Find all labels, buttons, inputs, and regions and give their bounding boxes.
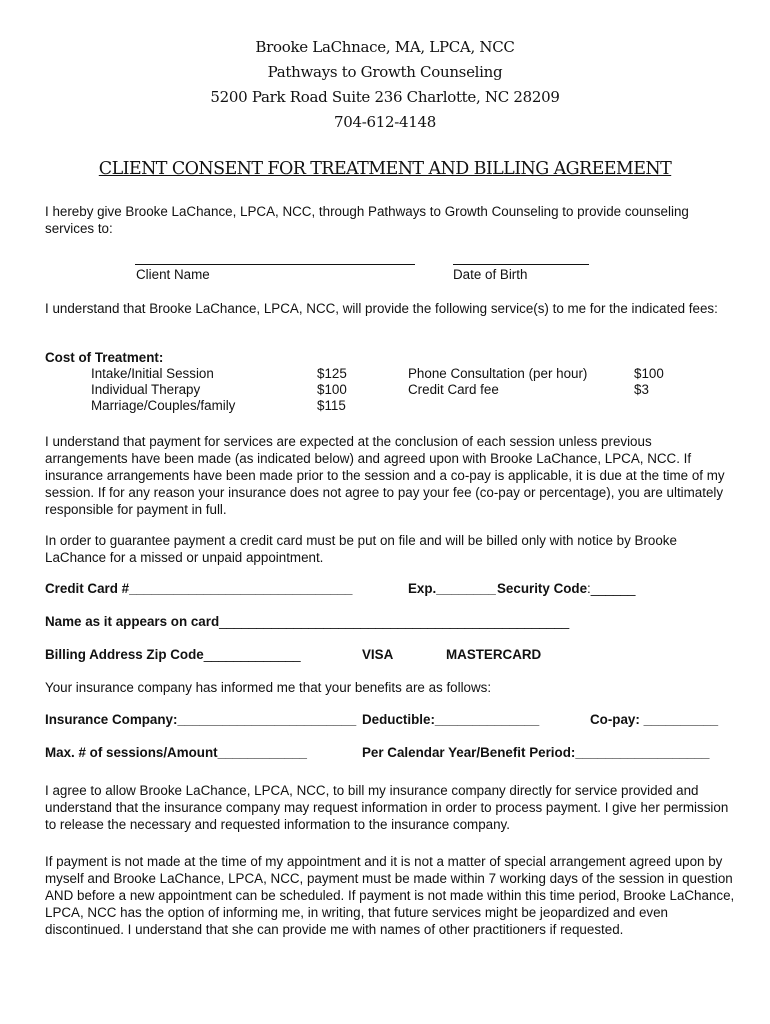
name-on-card-label: Name as it appears on card bbox=[45, 614, 220, 629]
deductible-blank: ______________ bbox=[434, 712, 540, 727]
practice-address: 5200 Park Road Suite 236 Charlotte, NC 28209 bbox=[210, 88, 560, 106]
service-price: $125 bbox=[317, 366, 347, 381]
provider-name: Brooke LaChnace, MA, LPCA, NCC bbox=[255, 38, 515, 56]
services-paragraph: I understand that Brooke LaChance, LPCA, NCC, will provide the following service(s) to me for the indicated fees: bbox=[45, 301, 718, 316]
max-sessions-field[interactable] bbox=[45, 745, 307, 760]
copay-blank: __________ bbox=[639, 712, 719, 727]
benefit-period-label: Per Calendar Year/Benefit Period: bbox=[362, 745, 576, 760]
security-code-blank: :______ bbox=[587, 581, 636, 596]
document-title: CLIENT CONSENT FOR TREATMENT AND BILLING AGREEMENT bbox=[98, 159, 672, 179]
security-code-label: Security Code bbox=[497, 581, 588, 596]
mastercard-option[interactable]: MASTERCARD bbox=[446, 647, 542, 662]
security-code-field[interactable] bbox=[497, 581, 635, 596]
benefit-period-field[interactable] bbox=[362, 745, 709, 760]
service-price: $100 bbox=[634, 366, 664, 381]
copay-label: Co-pay: bbox=[590, 712, 640, 727]
expiration-field[interactable]: Exp.________ bbox=[408, 581, 496, 596]
visa-option[interactable]: VISA bbox=[362, 647, 394, 662]
billing-zip-blank: _____________ bbox=[203, 647, 301, 662]
intro-paragraph: I hereby give Brooke LaChance, LPCA, NCC, through Pathways to Growth Counseling to provide counseling services to: bbox=[45, 204, 689, 236]
billing-zip-label: Billing Address Zip Code bbox=[45, 647, 204, 662]
nonpayment-paragraph: If payment is not made at the time of my appointment and it is not a matter of special arrangement agreed upon by myself and Brooke LaChance, LPCA, NCC, payment must be made within 7 working days of the session in question AND before a new appointment can be scheduled. If payment is not made within this time period, Brooke LaChance, LPCA, NCC has the option of informing me, in writing, that future services might be jeopardized and even discontinued. I understand that she can provide me with names of other practitioners if requested. bbox=[45, 854, 735, 937]
service-label: Credit Card fee bbox=[408, 382, 499, 397]
practice-phone: 704-612-4148 bbox=[334, 113, 436, 131]
client-name-label: Client Name bbox=[136, 267, 210, 282]
copay-field[interactable] bbox=[590, 712, 718, 727]
cost-heading: Cost of Treatment: bbox=[45, 350, 164, 365]
service-price: $3 bbox=[634, 382, 649, 397]
service-price: $100 bbox=[317, 382, 347, 397]
deductible-field[interactable] bbox=[362, 712, 539, 727]
date-of-birth-label: Date of Birth bbox=[453, 267, 528, 282]
max-sessions-blank: ____________ bbox=[217, 745, 308, 760]
service-label: Individual Therapy bbox=[91, 382, 201, 397]
service-label: Marriage/Couples/family bbox=[91, 398, 236, 413]
service-label: Phone Consultation (per hour) bbox=[408, 366, 588, 381]
insurance-company-label: Insurance Company: bbox=[45, 712, 178, 727]
benefit-period-blank: __________________ bbox=[575, 745, 710, 760]
name-on-card-field[interactable] bbox=[45, 614, 569, 629]
billing-zip-field[interactable] bbox=[45, 647, 301, 662]
client-name-field[interactable] bbox=[135, 264, 415, 265]
insurance-intro: Your insurance company has informed me that your benefits are as follows: bbox=[45, 680, 492, 695]
date-of-birth-field[interactable] bbox=[453, 264, 589, 265]
max-sessions-label: Max. # of sessions/Amount bbox=[45, 745, 218, 760]
service-label: Intake/Initial Session bbox=[91, 366, 214, 381]
insurance-company-blank: ________________________ bbox=[177, 712, 357, 727]
service-price: $115 bbox=[317, 398, 346, 413]
credit-card-paragraph: In order to guarantee payment a credit card must be put on file and will be billed only with notice by Brooke LaChance for a missed or unpaid appointment. bbox=[45, 533, 677, 565]
payment-paragraph: I understand that payment for services are expected at the conclusion of each session unless previous arrangements have been made (as indicated below) and agreed upon with Brooke LaChance, LPCA, NCC. If insurance arrangements have been made prior to the session and a co-pay is applicable, it is due at the time of my session. If for any reason your insurance does not agree to pay your fee (co-pay or percentage), you are ultimately responsible for payment in full. bbox=[45, 434, 725, 517]
deductible-label: Deductible: bbox=[362, 712, 435, 727]
credit-card-number-field[interactable]: Credit Card #______________________________ bbox=[45, 581, 353, 596]
practice-name: Pathways to Growth Counseling bbox=[267, 63, 503, 81]
insurance-billing-paragraph: I agree to allow Brooke LaChance, LPCA, NCC, to bill my insurance company directly for service provided and understand that the insurance company may request information in order to process payment. I give her permission to release the necessary and requested information to the insurance company. bbox=[45, 783, 729, 832]
insurance-company-field[interactable] bbox=[45, 712, 356, 727]
name-on-card-blank: _______________________________________________ bbox=[219, 614, 570, 629]
